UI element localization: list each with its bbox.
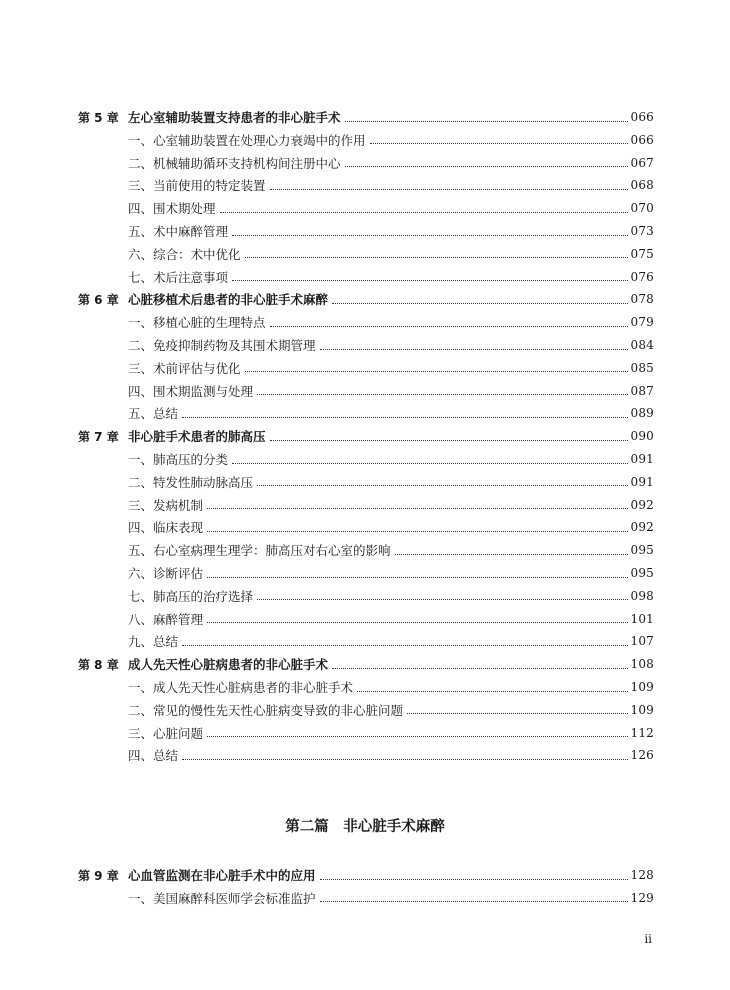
dot-leader (357, 691, 628, 692)
page-ref: 092 (630, 520, 654, 535)
section-title: 七、术后注意事项 (128, 269, 229, 285)
page-ref: 109 (630, 702, 654, 717)
dot-leader (232, 235, 628, 236)
section-title: 五、总结 (128, 406, 179, 422)
section-title: 二、机械辅助循环支持机构间注册中心 (128, 155, 341, 171)
section-title: 八、麻醉管理 (128, 611, 204, 627)
toc-section-entry[interactable] (128, 129, 654, 151)
toc-section-entry[interactable] (128, 357, 654, 379)
section-title: 二、特发性肺动脉高压 (128, 474, 254, 490)
toc-section-entry[interactable] (128, 608, 654, 630)
section-title: 四、围术期监测与处理 (128, 383, 254, 399)
page-ref: 087 (630, 383, 654, 398)
page-ref: 095 (630, 566, 654, 580)
page-ref: 073 (630, 224, 654, 238)
page-ref: 084 (630, 338, 654, 352)
dot-leader (320, 349, 629, 350)
page-ref: 068 (630, 178, 654, 193)
toc-chapter-entry[interactable] (78, 106, 654, 128)
chapter-number: 第 9 章 (78, 868, 119, 883)
page-ref: 066 (630, 132, 654, 147)
section-title: 六、综合：术中优化 (128, 246, 241, 262)
dot-leader (370, 143, 629, 144)
chapter-title: 心脏移植术后患者的非心脏手术麻醉 (128, 292, 329, 308)
dot-leader (207, 736, 628, 737)
page-ref: 107 (630, 634, 654, 649)
page-ref: 108 (630, 657, 654, 672)
toc-section-entry[interactable] (128, 744, 654, 766)
page-ref: 076 (630, 269, 654, 284)
chapter-number: 第 7 章 (78, 429, 119, 444)
dot-leader (182, 417, 628, 418)
section-title: 二、常见的慢性先天性心脏病变导致的非心脏问题 (128, 702, 404, 718)
toc-section-entry[interactable] (128, 380, 654, 402)
toc-section-entry[interactable] (128, 197, 654, 219)
dot-leader (332, 303, 628, 304)
section-title: 五、右心室病理生理学：肺高压对右心室的影响 (128, 543, 391, 559)
page-ref: 112 (630, 725, 654, 740)
dot-leader (345, 166, 629, 167)
chapter-title: 非心脏手术患者的肺高压 (128, 429, 266, 445)
toc-section-entry[interactable] (128, 152, 654, 174)
dot-leader (182, 645, 628, 646)
toc-section-entry[interactable] (128, 516, 654, 538)
section-title: 一、美国麻醉科医师学会标准监护 (128, 890, 316, 906)
section-title: 四、围术期处理 (128, 201, 216, 217)
page-ref: 095 (630, 543, 654, 558)
toc-section-entry[interactable] (128, 311, 654, 333)
chapter-number: 第 5 章 (78, 110, 119, 125)
dot-leader (257, 485, 628, 486)
page-ref: 066 (630, 110, 654, 124)
dot-leader (320, 879, 629, 880)
dot-leader (245, 257, 629, 258)
dot-leader (332, 668, 628, 669)
section-title: 四、临床表现 (128, 520, 204, 536)
dot-leader (270, 326, 629, 327)
toc-section-entry[interactable] (128, 585, 654, 607)
toc-chapter-entry[interactable] (78, 653, 654, 675)
section-title: 三、当前使用的特定装置 (128, 178, 266, 194)
dot-leader (207, 577, 628, 578)
section-title: 七、肺高压的治疗选择 (128, 588, 254, 604)
chapter-number: 第 6 章 (78, 292, 119, 307)
section-title: 一、移植心脏的生理特点 (128, 315, 266, 331)
section-title: 一、肺高压的分类 (128, 452, 229, 467)
section-title: 五、术中麻醉管理 (128, 224, 229, 239)
page-ref: 085 (630, 360, 654, 375)
dot-leader (220, 212, 629, 213)
toc-section-entry[interactable] (128, 220, 654, 242)
section-title: 三、发病机制 (128, 497, 204, 513)
chapter-title: 左心室辅助装置支持患者的非心脏手术 (128, 110, 341, 125)
dot-leader (395, 554, 629, 555)
page-ref: 079 (630, 315, 654, 330)
dot-leader (407, 713, 628, 714)
page-ref: 129 (630, 890, 654, 905)
toc-section-entry[interactable] (128, 494, 654, 516)
dot-leader (257, 599, 628, 600)
toc-section-entry[interactable] (128, 887, 654, 909)
toc-section-entry[interactable] (128, 562, 654, 584)
section-title: 四、总结 (128, 748, 179, 764)
toc-section-entry[interactable] (128, 539, 654, 561)
section-title: 九、总结 (128, 634, 179, 650)
dot-leader (270, 440, 629, 441)
toc-section-entry[interactable] (128, 174, 654, 196)
toc-chapter-entry[interactable] (78, 864, 654, 886)
chapter-title: 心血管监测在非心脏手术中的应用 (128, 868, 316, 883)
page-ref: 091 (630, 474, 654, 489)
dot-leader (245, 371, 629, 372)
toc-section-entry[interactable] (128, 448, 654, 470)
dot-leader (232, 280, 628, 281)
section-title: 一、心室辅助装置在处理心力衰竭中的作用 (128, 132, 366, 148)
page-ref: 092 (630, 497, 654, 512)
toc-section-entry[interactable] (128, 266, 654, 288)
section-title: 三、心脏问题 (128, 725, 204, 741)
page-number: ii (644, 932, 652, 946)
toc-section-entry[interactable] (128, 630, 654, 652)
page-ref: 090 (630, 429, 654, 444)
page-ref: 109 (630, 680, 654, 694)
dot-leader (207, 531, 628, 532)
toc-section-entry[interactable] (128, 243, 654, 265)
page-ref: 091 (630, 452, 654, 466)
dot-leader (270, 189, 629, 190)
page-ref: 098 (630, 588, 654, 603)
toc-section-entry[interactable] (128, 676, 654, 698)
dot-leader (320, 901, 629, 902)
dot-leader (257, 394, 628, 395)
toc-section-entry[interactable] (128, 402, 654, 424)
toc-section-entry[interactable] (128, 334, 654, 356)
toc-section-entry[interactable] (128, 699, 654, 721)
page-ref: 067 (630, 155, 654, 170)
page-ref: 070 (630, 201, 654, 216)
section-title: 三、术前评估与优化 (128, 360, 241, 376)
toc-chapter-entry[interactable] (78, 288, 654, 310)
toc-chapter-entry[interactable] (78, 425, 654, 447)
section-title: 六、诊断评估 (128, 566, 204, 581)
section-title: 二、免疫抑制药物及其围术期管理 (128, 338, 316, 353)
page-ref: 101 (630, 611, 654, 626)
page-ref: 075 (630, 246, 654, 261)
toc-section-entry[interactable] (128, 471, 654, 493)
chapter-number: 第 8 章 (78, 657, 119, 672)
page-ref: 128 (630, 868, 654, 882)
chapter-title: 成人先天性心脏病患者的非心脏手术 (128, 657, 329, 673)
dot-leader (182, 759, 628, 760)
page-ref: 089 (630, 406, 654, 421)
dot-leader (232, 463, 628, 464)
dot-leader (207, 622, 628, 623)
toc-section-entry[interactable] (128, 722, 654, 744)
dot-leader (345, 121, 629, 122)
section-title: 一、成人先天性心脏病患者的非心脏手术 (128, 680, 354, 695)
page-ref: 078 (630, 292, 654, 307)
dot-leader (207, 508, 628, 509)
part-title: 第二篇 非心脏手术麻醉 (285, 819, 445, 835)
page-ref: 126 (630, 748, 654, 763)
